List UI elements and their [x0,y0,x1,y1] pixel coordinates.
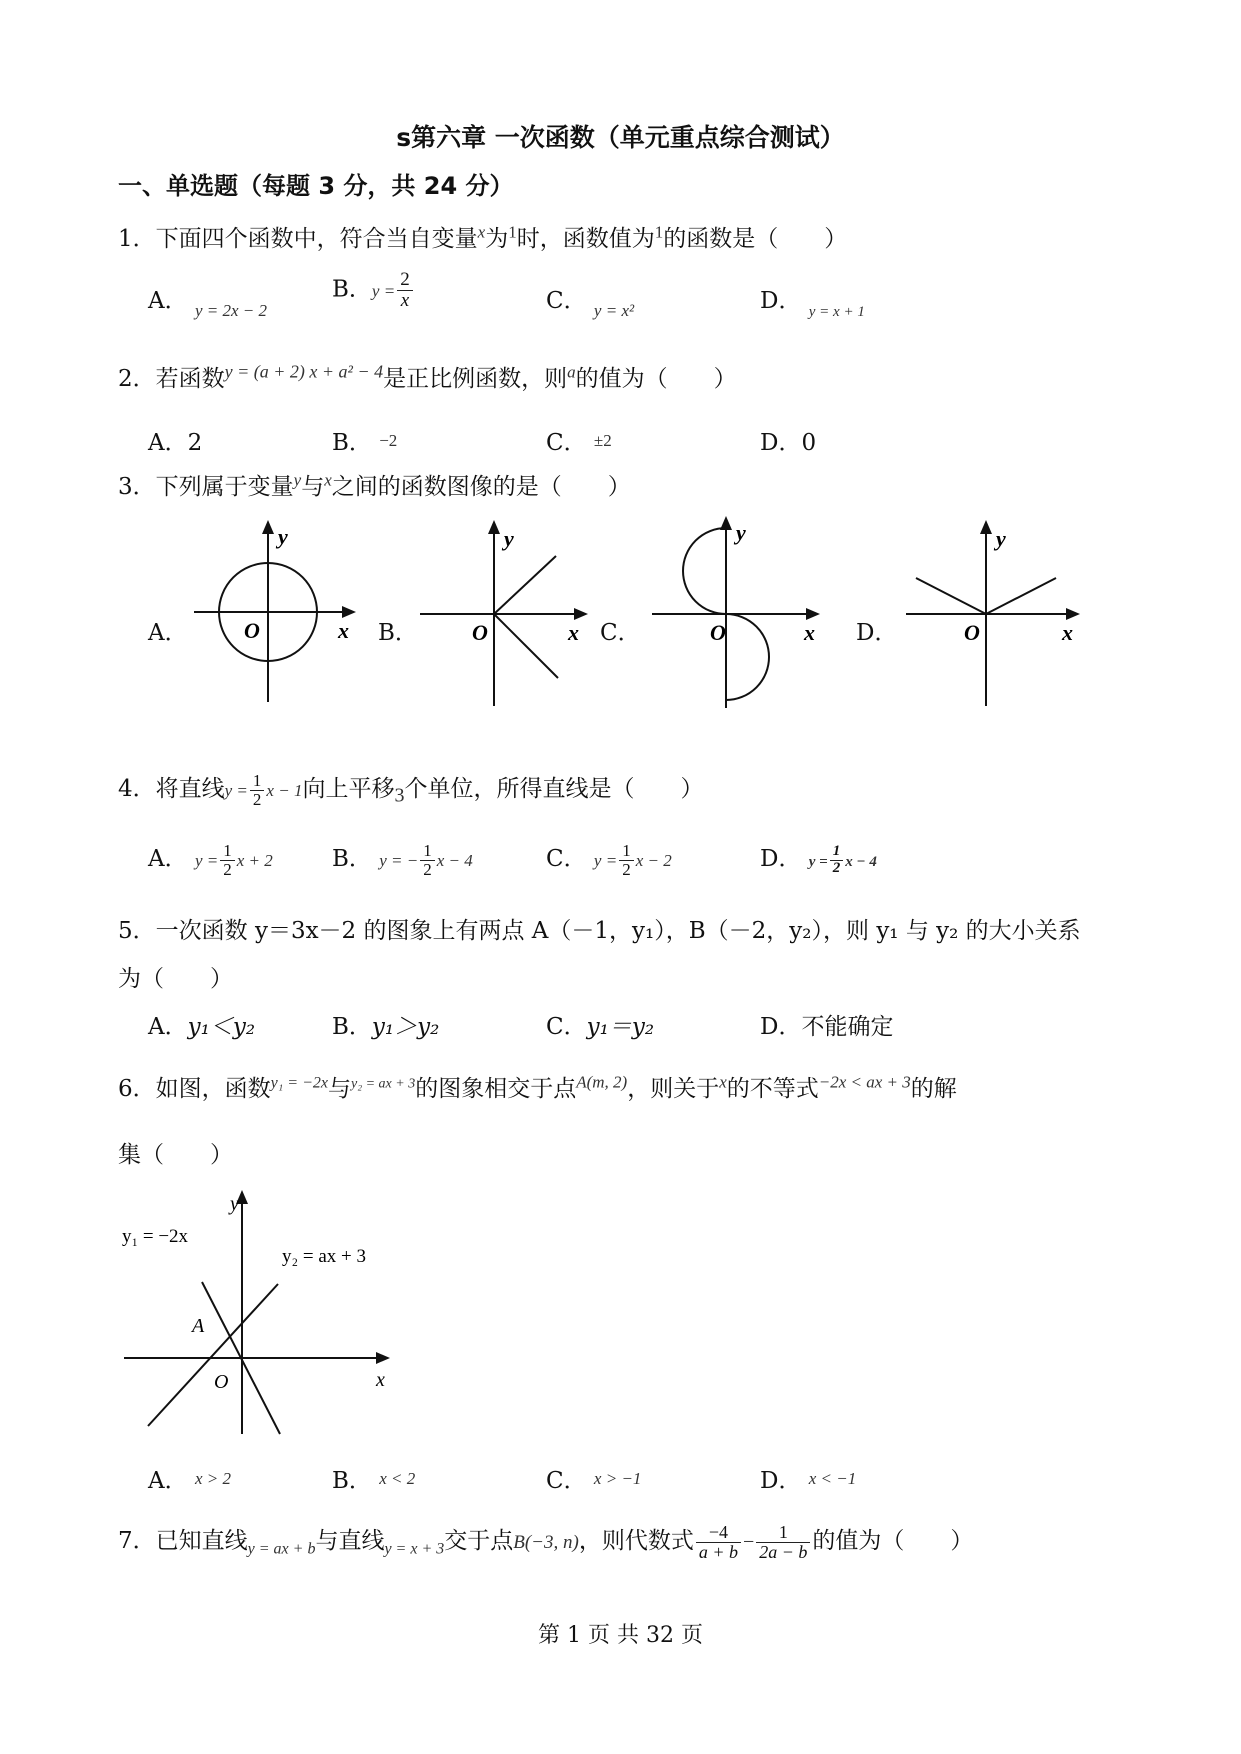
q1-option-b[interactable]: B．y = $\frac{2}{x}$ [332,270,415,311]
fig-y-label: y [230,1193,239,1215]
section-heading: 一、单选题（每题 3 分，共 24 分） [118,172,514,200]
q4-option-b[interactable]: B． y = − $\frac{1}{2}$ x − 4 [332,840,473,879]
axis-y-label: y [278,524,288,549]
q3-option-d-label[interactable]: D． [856,620,898,646]
q2-option-d[interactable]: D．0 [760,430,817,456]
q4-option-d[interactable]: D． y = $\frac{1}{2}$ x − 4 [760,842,877,876]
fig-line2-label: y₂ = ax + 3 [282,1246,366,1267]
q5-option-c[interactable]: C．y₁＝y₂ [546,1014,655,1040]
q3-graph-c [648,514,828,710]
q5-option-a[interactable]: A．y₁＜y₂ [148,1014,256,1040]
q5-option-b[interactable]: B．y₁＞y₂ [332,1014,440,1040]
svg-text:O: O [472,620,488,645]
q3-option-a-label[interactable]: A． [148,620,188,646]
q6-option-c[interactable]: C． x > −1 [546,1468,642,1494]
question-1-stem: 1．下面四个函数中，符合当自变量$^x$为$^1$时，函数值为$^1$的函数是（ ） [118,222,848,252]
fig-point-a: A [192,1315,205,1337]
origin-label: O [244,618,260,643]
q3-graph-a [190,518,360,704]
svg-text:y: y [996,526,1006,551]
q1-option-a[interactable]: A． $_{y = 2x - 2}$ [148,288,267,320]
question-6-line2: 集（ ） [118,1142,233,1168]
q2-option-a[interactable]: A．2 [148,430,203,456]
svg-text:O: O [710,620,726,645]
q3-graph-b [416,518,592,708]
q3-option-b-label[interactable]: B． [378,620,418,646]
q4-option-a[interactable]: A． y = $\frac{1}{2}$ x + 2 [148,840,273,879]
fig-origin-label: O [214,1371,229,1393]
question-2-stem: 2．若函数$^{y = (a + 2) x + a^2 - 4}$是正比例函数，则$^a$的值为（ ） [118,361,737,392]
question-3-stem: 3．下列属于变量$^y$与$^x$之间的函数图像的是（ ） [118,470,631,500]
q6-figure [110,1182,400,1438]
q2-option-b[interactable]: B． −2 [332,430,398,456]
q3-graph-d [902,518,1092,708]
svg-text:x: x [568,620,579,645]
q1-option-c[interactable]: C． $_{y = x^2}$ [546,288,635,320]
q5-option-d[interactable]: D．不能确定 [760,1014,894,1040]
page-footer: 第 1 页 共 32 页 [538,1623,703,1648]
svg-text:y: y [736,520,746,545]
page-title: s第六章 一次函数（单元重点综合测试） [396,123,845,152]
svg-text:y: y [504,526,514,551]
question-6-stem: 6．如图，函数$^{y_1 = -2x}$与$^{y_2 = ax + 3}$的图象相交于点$^{A(m, 2)}$，则关于$^x$的不等式$^{-2x < ax + 3}$的解 [118,1072,957,1102]
fig-line1-label: y₁ = −2x [122,1226,189,1247]
q6-option-a[interactable]: A． x > 2 [148,1468,231,1494]
q2-option-c[interactable]: C． ±2 [546,430,612,456]
svg-text:O: O [964,620,980,645]
q3-option-c-label[interactable]: C． [600,620,641,646]
q6-option-b[interactable]: B． x < 2 [332,1468,416,1494]
question-5-line1: 5．一次函数 y＝3x－2 的图象上有两点 A（－1，y₁），B（－2，y₂），则 y₁ 与 y₂ 的大小关系 [118,918,1081,944]
question-5-line2: 为（ ） [118,966,233,992]
axis-x-label: x [338,618,349,643]
question-7-stem: 7．已知直线$_{y = ax + b}$与直线$_{y = x + 3}$交于点B(−3, n)，则代数式 $\frac{-4}{a + b}$ − $\frac{1}{2a - b}$ 的值为（ ） [118,1521,974,1562]
q4-option-c[interactable]: C． y = $\frac{1}{2}$ x − 2 [546,840,672,879]
question-4-stem: 4．将直线y = $\frac{1}{2}$ x − 1向上平移$_3$个单位，所得直线是（ ） [118,770,704,809]
q6-option-d[interactable]: D． x < −1 [760,1468,857,1494]
fig-x-label: x [376,1369,385,1391]
q1-option-d[interactable]: D． $_{y = x + 1}$ [760,288,865,320]
svg-text:x: x [804,620,815,645]
svg-text:x: x [1062,620,1073,645]
